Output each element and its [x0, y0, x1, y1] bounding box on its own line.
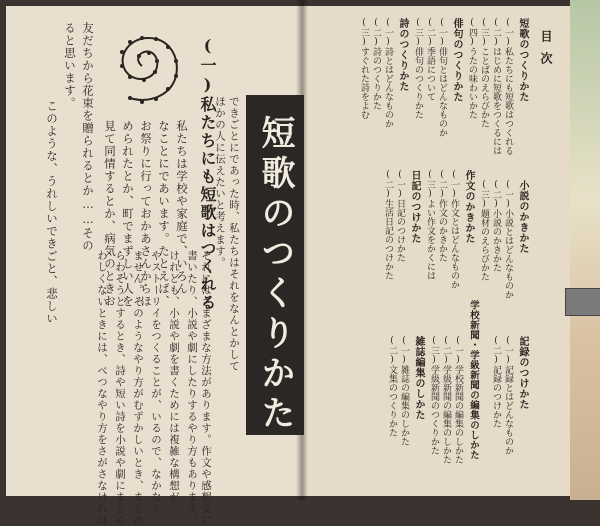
section-heading: (一)私たちにも短歌はつくれる [198, 36, 217, 312]
toc-item[interactable]: (二)作文のかきかた [437, 170, 447, 262]
body-column-17: わしくないときには、べつなやり方をさがさなければ [96, 250, 108, 526]
toc-item[interactable]: (二)はじめに短歌をつくるには [491, 18, 501, 155]
toc-section-poem[interactable]: 詩のつくりかた [397, 18, 408, 92]
toc-item[interactable]: (二)生活日記のつけかた [383, 170, 393, 280]
toc-section-diary[interactable]: 日記のつけかた [409, 170, 420, 244]
toc-item[interactable]: (一)俳句とはどんなものか [437, 18, 447, 137]
body-column-12: 書いたり、小説や劇にしたりするやり方もあります。 [186, 250, 198, 526]
body-column-9: できごとにであった時、私たちはそれをなんとかして [228, 96, 240, 372]
toc-item[interactable]: (一)作文とはどんなものか [449, 170, 459, 289]
body-column-13: けれども、小説や劇を書くためには複雑な構想が [168, 250, 180, 503]
toc-section-novel[interactable]: 小説のかきかた [517, 180, 528, 254]
toc-item[interactable]: (一)雑誌の編集のしかた [399, 336, 409, 446]
body-column-16: らわそうとするとき、詩や短い詩を小説や劇にまとめ [114, 250, 126, 526]
toc-section-newspaper[interactable]: 学校新聞・学級新聞の編集のしかた [468, 300, 479, 460]
body-column-4: められたとか、町でまずしい人を [121, 120, 135, 308]
toc-section-magazine[interactable]: 雑誌編集のしかた [413, 336, 424, 420]
body-column-1: 私たちは学校や家庭で、いろん [175, 120, 189, 295]
chapter-title: 短歌のつくりかた [255, 115, 295, 435]
body-column-7: ると思います。 [63, 22, 77, 110]
toc-item[interactable]: (三)俳句のつくりかた [413, 18, 423, 119]
toc-item[interactable]: (二)記録のつけかた [491, 336, 501, 428]
toc-section-tanka[interactable]: 短歌のつくりかた [517, 18, 528, 102]
body-column-6: 友だちから花束を贈られるとか……その [81, 22, 95, 252]
toc-item[interactable]: (三)よい作文をかくには [425, 170, 435, 280]
toc-heading: 目次 [539, 30, 553, 74]
toc-item[interactable]: (一)記録とはどんなものか [503, 336, 513, 455]
toc-section-record[interactable]: 記録のつけかた [517, 336, 528, 410]
toc-item[interactable]: (一)日記のつけかた [395, 170, 405, 262]
toc-item[interactable]: (一)詩とはどんなものか [383, 18, 393, 128]
toc-item[interactable]: (一)学校新聞の編集のしかた [453, 336, 463, 464]
toc-item[interactable]: (二)学級新聞の編集のしかた [441, 336, 451, 464]
body-column-15: ません。そのようなやり方がむずかしいとき、まとめ [132, 250, 144, 526]
binding-clip [565, 288, 600, 316]
toc-item[interactable]: (二)文集のつくりかた [387, 336, 397, 437]
body-column-8: このような、うれしいできごと、悲しい [45, 100, 59, 325]
toc-section-haiku[interactable]: 俳句のつくりかた [451, 18, 462, 102]
page-edge-decoration [570, 0, 600, 500]
toc-item[interactable]: (一)小説とはどんなものか [503, 180, 513, 299]
body-column-14: やストーリイをつくることが、いるので、なかなか [150, 250, 162, 515]
toc-item[interactable]: (四)うたの味わいかた [467, 18, 477, 119]
body-column-10: ほかの人に伝えたいと考えます。 [214, 96, 226, 269]
toc-item[interactable]: (一)私たちにも短歌はつくれる [503, 18, 513, 155]
toc-item[interactable]: (三)題材のえらびかた [479, 180, 489, 281]
body-column-5: 見て同情するとか、病気のときお [103, 120, 117, 308]
toc-section-composition[interactable]: 作文のかきかた [463, 170, 474, 244]
toc-item[interactable]: (三)すぐれた詩をよむ [359, 18, 369, 119]
body-column-11: それにはさまざまな方法があります。作文や感想文に [200, 250, 212, 526]
chapter-title-block [246, 95, 304, 435]
spiral-illustration [92, 22, 192, 108]
body-column-2: なことにであいます。たとえば、 [157, 120, 171, 308]
toc-item[interactable]: (二)小説のかきかた [491, 180, 501, 272]
toc-item[interactable]: (三)学級新聞のつくりかた [429, 336, 439, 455]
toc-item[interactable]: (二)詩のつくりかた [371, 18, 381, 110]
toc-item[interactable]: (二)季語について [425, 18, 435, 101]
body-column-3: お祭りに行っておかあさんからほ [139, 120, 153, 308]
toc-item[interactable]: (三)ことばのえらびかた [479, 18, 489, 128]
